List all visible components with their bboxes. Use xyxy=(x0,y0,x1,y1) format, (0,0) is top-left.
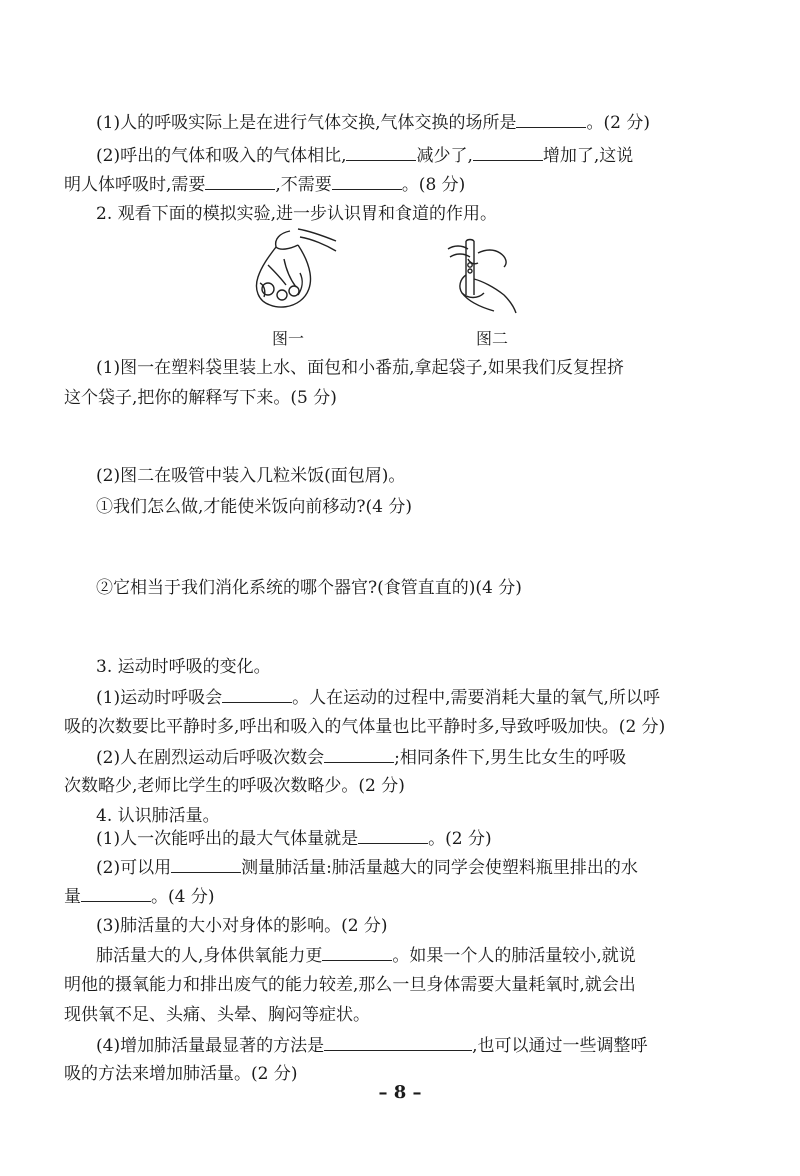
q4-part4-cont: 吸的方法来增加肺活量。(2 分) xyxy=(64,1064,298,1084)
q4-part2: (2)可以用 测量肺活量:肺活量越大的同学会使塑料瓶里排出的水 xyxy=(96,858,638,878)
hands-holding-straw-icon xyxy=(448,240,516,314)
q3-title: 3. 运动时呼吸的变化。 xyxy=(96,657,271,677)
q4-part4: (4)增加肺活量最显著的方法是 ,也可以通过一些调整呼 xyxy=(96,1036,648,1056)
q4-part3-body-cont1: 明他的摄氧能力和排出废气的能力较差,那么一旦身体需要大量耗氧时,就会出 xyxy=(64,975,636,995)
page-number: – 8 – xyxy=(378,1082,422,1103)
q4-title: 4. 认识肺活量。 xyxy=(96,806,220,826)
answer-blank[interactable] xyxy=(324,746,394,763)
figure-2-caption: 图二 xyxy=(476,329,509,348)
figure-1-caption: 图一 xyxy=(272,329,305,348)
q2-subq2: ②它相当于我们消化系统的哪个器官?(食管直直的)(4 分) xyxy=(96,578,522,598)
q4-part1: (1)人一次能呼出的最大气体量就是 。(2 分) xyxy=(96,829,492,849)
q1-part2: (2)呼出的气体和吸入的气体相比, 减少了, 增加了,这说 xyxy=(96,146,634,166)
answer-blank[interactable] xyxy=(205,173,275,190)
q2-part1-cont: 这个袋子,把你的解释写下来。(5 分) xyxy=(64,388,337,408)
q3-part1-cont: 吸的次数要比平静时多,呼出和吸入的气体量也比平静时多,导致呼吸加快。(2 分) xyxy=(64,717,666,737)
q1-part2-cont: 明人体呼吸时,需要 ,不需要 。(8 分) xyxy=(64,175,466,195)
q3-part2: (2)人在剧烈运动后呼吸次数会 ;相同条件下,男生比女生的呼吸 xyxy=(96,748,627,768)
answer-blank[interactable] xyxy=(222,686,292,703)
q4-part3-body-cont2: 现供氧不足、头痛、头晕、胸闷等症状。 xyxy=(64,1005,370,1025)
q3-part1: (1)运动时呼吸会 。人在运动的过程中,需要消耗大量的氧气,所以呼 xyxy=(96,688,660,708)
q1-part1: (1)人的呼吸实际上是在进行气体交换,气体交换的场所是 。(2 分) xyxy=(96,113,650,133)
q2-title: 2. 观看下面的模拟实验,进一步认识胃和食道的作用。 xyxy=(96,204,498,224)
q4-part2-cont: 量 。(4 分) xyxy=(64,887,215,907)
figure-1-squeeze-bag xyxy=(240,225,340,315)
answer-blank[interactable] xyxy=(358,827,428,844)
q2-subq1: ①我们怎么做,才能使米饭向前移动?(4 分) xyxy=(96,497,413,517)
hand-squeezing-bag-icon xyxy=(257,229,337,307)
answer-blank[interactable] xyxy=(473,144,543,161)
q2-part2: (2)图二在吸管中装入几粒米饭(面包屑)。 xyxy=(96,466,406,486)
answer-blank[interactable] xyxy=(324,1034,472,1051)
q4-part3-body: 肺活量大的人,身体供氧能力更 。如果一个人的肺活量较小,就说 xyxy=(96,946,636,966)
answer-blank[interactable] xyxy=(81,885,151,902)
answer-blank[interactable] xyxy=(171,856,241,873)
answer-blank[interactable] xyxy=(346,144,416,161)
q3-part2-cont: 次数略少,老师比学生的呼吸次数略少。(2 分) xyxy=(64,776,405,796)
q4-part3: (3)肺活量的大小对身体的影响。(2 分) xyxy=(96,916,388,936)
q2-part1: (1)图一在塑料袋里装上水、面包和小番茄,拿起袋子,如果我们反复捏挤 xyxy=(96,358,624,378)
answer-blank[interactable] xyxy=(516,111,586,128)
figure-2-straw xyxy=(438,235,518,315)
answer-blank[interactable] xyxy=(332,173,402,190)
answer-blank[interactable] xyxy=(322,944,392,961)
